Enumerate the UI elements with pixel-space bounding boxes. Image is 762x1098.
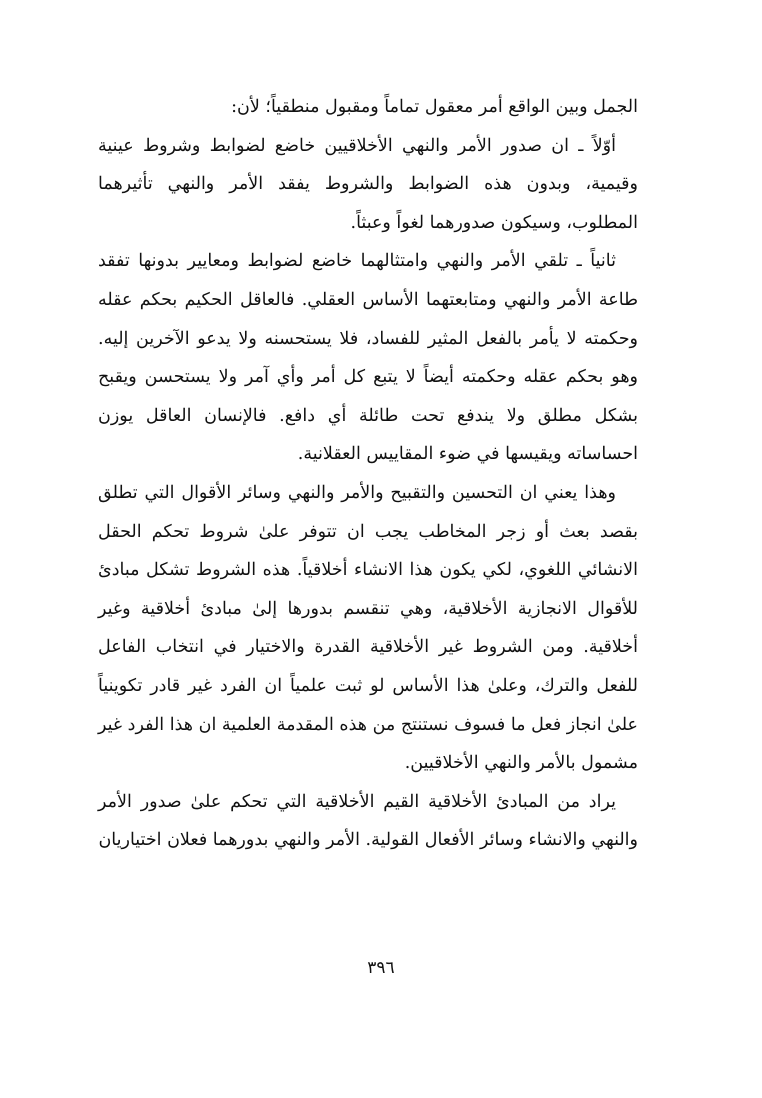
paragraph-conditions: وهذا يعني ان التحسين والتقبيح والأمر والنهي وسائر الأقوال التي تطلق بقصد بعث أو زجر المخاطب يجب ان تتوفر علىٰ شروط تحكم الحقل الانشائي اللغوي، لكي يكون هذا الانشاء أخلاقياً. هذه الشروط تشكل مبادئ للأقوال الانجازية الأخلاقية، وهي تنقسم بدورها إلىٰ مبادئ أخلاقية وغير أخلاقية. ومن الشروط غير الأخلاقية القدرة والاختيار في انتخاب الفاعل للفعل والترك، وعلىٰ هذا الأساس لو ثبت علمياً ان الفرد غير قادر تكوينياً علىٰ انجاز فعل ما فسوف نستنتج من هذه المقدمة العلمية ان هذا الفرد غير مشمول بالأمر والنهي الأخلاقيين. [98,482,638,774]
paragraph-continuation: الجمل وبين الواقع أمر معقول تماماً ومقبول منطقياً؛ لأن: [231,97,638,117]
paragraph-moral-principles: يراد من المبادئ الأخلاقية القيم الأخلاقية التي تحكم علىٰ صدور الأمر والنهي والانشاء وسائر الأفعال القولية. الأمر والنهي بدورهما فعلان اختياريان [98,791,638,851]
page-number: ٣٩٦ [367,958,395,978]
paragraph-first-point: أوّلاً ـ ان صدور الأمر والنهي الأخلاقيين خاضع لضوابط وشروط عينية وقيمية، وبدون هذه الضوابط والشروط يفقد الأمر والنهي تأثيرهما المطلوب، وسيكون صدورهما لغواً وعبثاً. [98,135,638,233]
body-text [98,88,638,860]
paragraph-second-point: ثانياً ـ تلقي الأمر والنهي وامتثالهما خاضع لضوابط ومعايير بدونها تفقد طاعة الأمر والنهي ومتابعتهما الأساس العقلي. فالعاقل الحكيم بحكم عقله وحكمته لا يأمر بالفعل المثير للفساد، فلا يستحسنه ولا يدعو الآخرين إليه. وهو بحكم عقله وحكمته أيضاً لا يتبع كل أمر وأي آمر ولا يستحسن ويقبح بشكل مطلق ولا يندفع تحت طائلة أي دافع. فالإنسان العاقل يوزن احساساته ويقيسها في ضوء المقاييس العقلانية. [98,251,638,465]
